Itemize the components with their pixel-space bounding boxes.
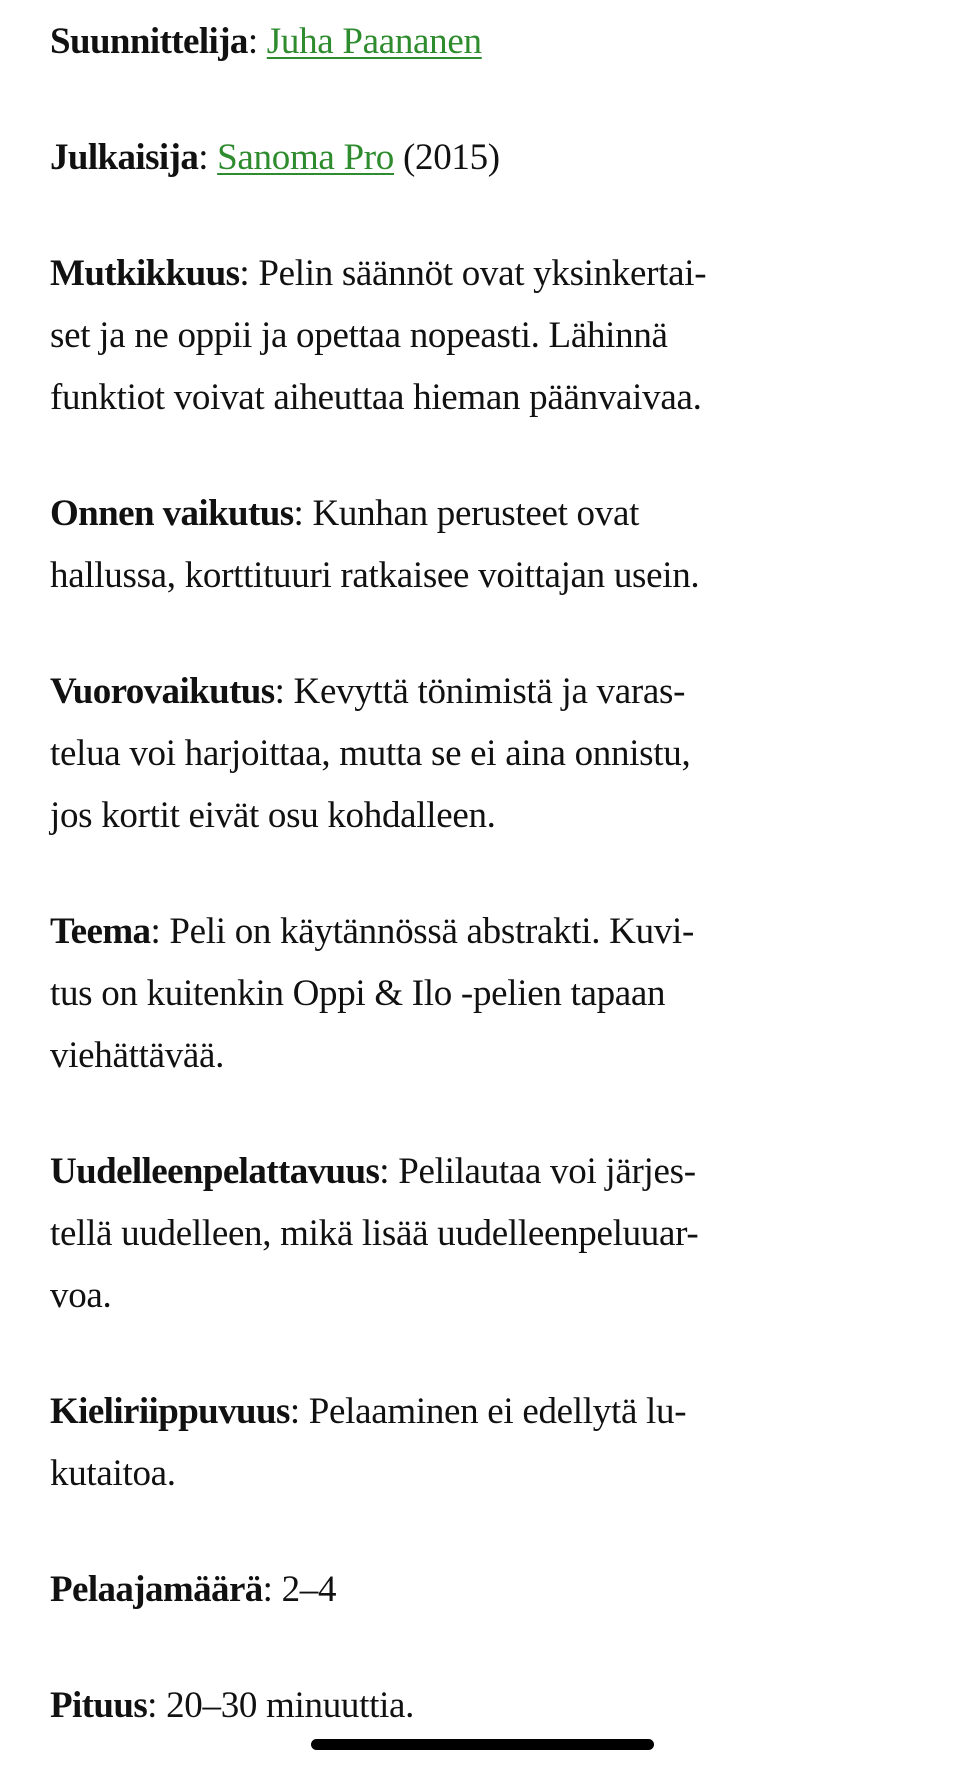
duration-label: Pituus: [50, 1685, 148, 1726]
interaction-label: Vuorovaikutus: [50, 671, 275, 712]
interaction-text: Kevyttä tönimistä ja varas-: [293, 671, 686, 712]
complexity-label: Mutkikkuus: [50, 253, 240, 294]
publisher-link[interactable]: Sanoma Pro: [217, 137, 395, 178]
theme-text: tus on kuitenkin Oppi & Ilo -pelien tapaan: [50, 973, 666, 1014]
luck-text: hallussa, korttituuri ratkaisee voittajan usein.: [50, 555, 700, 596]
replayability-row: Uudelleenpelattavuus: Pelilautaa voi järjes- tellä uudelleen, mikä lisää uudelleenpeluuar- voa.: [50, 1141, 940, 1327]
duration-row: Pituus: 20–30 minuuttia.: [50, 1685, 415, 1726]
theme-label: Teema: [50, 911, 151, 952]
language-text: Pelaaminen ei edellytä lu-: [308, 1391, 687, 1432]
complexity-text: set ja ne oppii ja opettaa nopeasti. Lähinnä: [50, 315, 668, 356]
interaction-text: jos kortit eivät osu kohdalleen.: [50, 795, 496, 836]
players-row: Pelaajamäärä: 2–4: [50, 1569, 337, 1610]
replayability-text: voa.: [50, 1275, 112, 1316]
replayability-label: Uudelleenpelattavuus: [50, 1151, 380, 1192]
complexity-text: Pelin säännöt ovat yksinkertai-: [258, 253, 707, 294]
language-text: kutaitoa.: [50, 1453, 176, 1494]
complexity-text: funktiot voivat aiheuttaa hieman päänvaivaa.: [50, 377, 702, 418]
designer-link[interactable]: Juha Paananen: [266, 21, 482, 62]
theme-text: Peli on käytännössä abstrakti. Kuvi-: [169, 911, 694, 952]
game-info: [50, 11, 940, 1791]
complexity-row: Mutkikkuus: Pelin säännöt ovat yksinkertai- set ja ne oppii ja opettaa nopeasti. Lähinnä funktiot voivat aiheuttaa hieman päänvaivaa.: [50, 243, 940, 429]
luck-text: Kunhan perusteet ovat: [312, 493, 640, 534]
theme-text: viehättävää.: [50, 1035, 225, 1076]
language-label: Kieliriippuvuus: [50, 1391, 290, 1432]
home-indicator[interactable]: [311, 1739, 654, 1750]
publisher-row: Julkaisija: Sanoma Pro (2015): [50, 137, 500, 178]
replayability-text: tellä uudelleen, mikä lisää uudelleenpeluuar-: [50, 1213, 699, 1254]
interaction-text: telua voi harjoittaa, mutta se ei aina onnistu,: [50, 733, 691, 774]
theme-row: Teema: Peli on käytännössä abstrakti. Kuvi- tus on kuitenkin Oppi & Ilo -pelien tapaan viehättävää.: [50, 901, 940, 1087]
players-label: Pelaajamäärä: [50, 1569, 263, 1610]
replayability-text: Pelilautaa voi järjes-: [398, 1151, 696, 1192]
interaction-row: Vuorovaikutus: Kevyttä tönimistä ja varas- telua voi harjoittaa, mutta se ei aina onnistu, jos kortit eivät osu kohdalleen.: [50, 661, 940, 847]
players-value: 2–4: [281, 1569, 337, 1610]
designer-row: Suunnittelija: Juha Paananen: [50, 21, 482, 62]
publisher-year: (2015): [402, 137, 500, 178]
publisher-label: Julkaisija: [50, 137, 199, 178]
luck-row: Onnen vaikutus: Kunhan perusteet ovat hallussa, korttituuri ratkaisee voittajan usein.: [50, 483, 940, 607]
language-row: Kieliriippuvuus: Pelaaminen ei edellytä lu- kutaitoa.: [50, 1381, 940, 1505]
luck-label: Onnen vaikutus: [50, 493, 294, 534]
designer-label: Suunnittelija: [50, 21, 248, 62]
duration-value: 20–30 minuuttia.: [166, 1685, 415, 1726]
